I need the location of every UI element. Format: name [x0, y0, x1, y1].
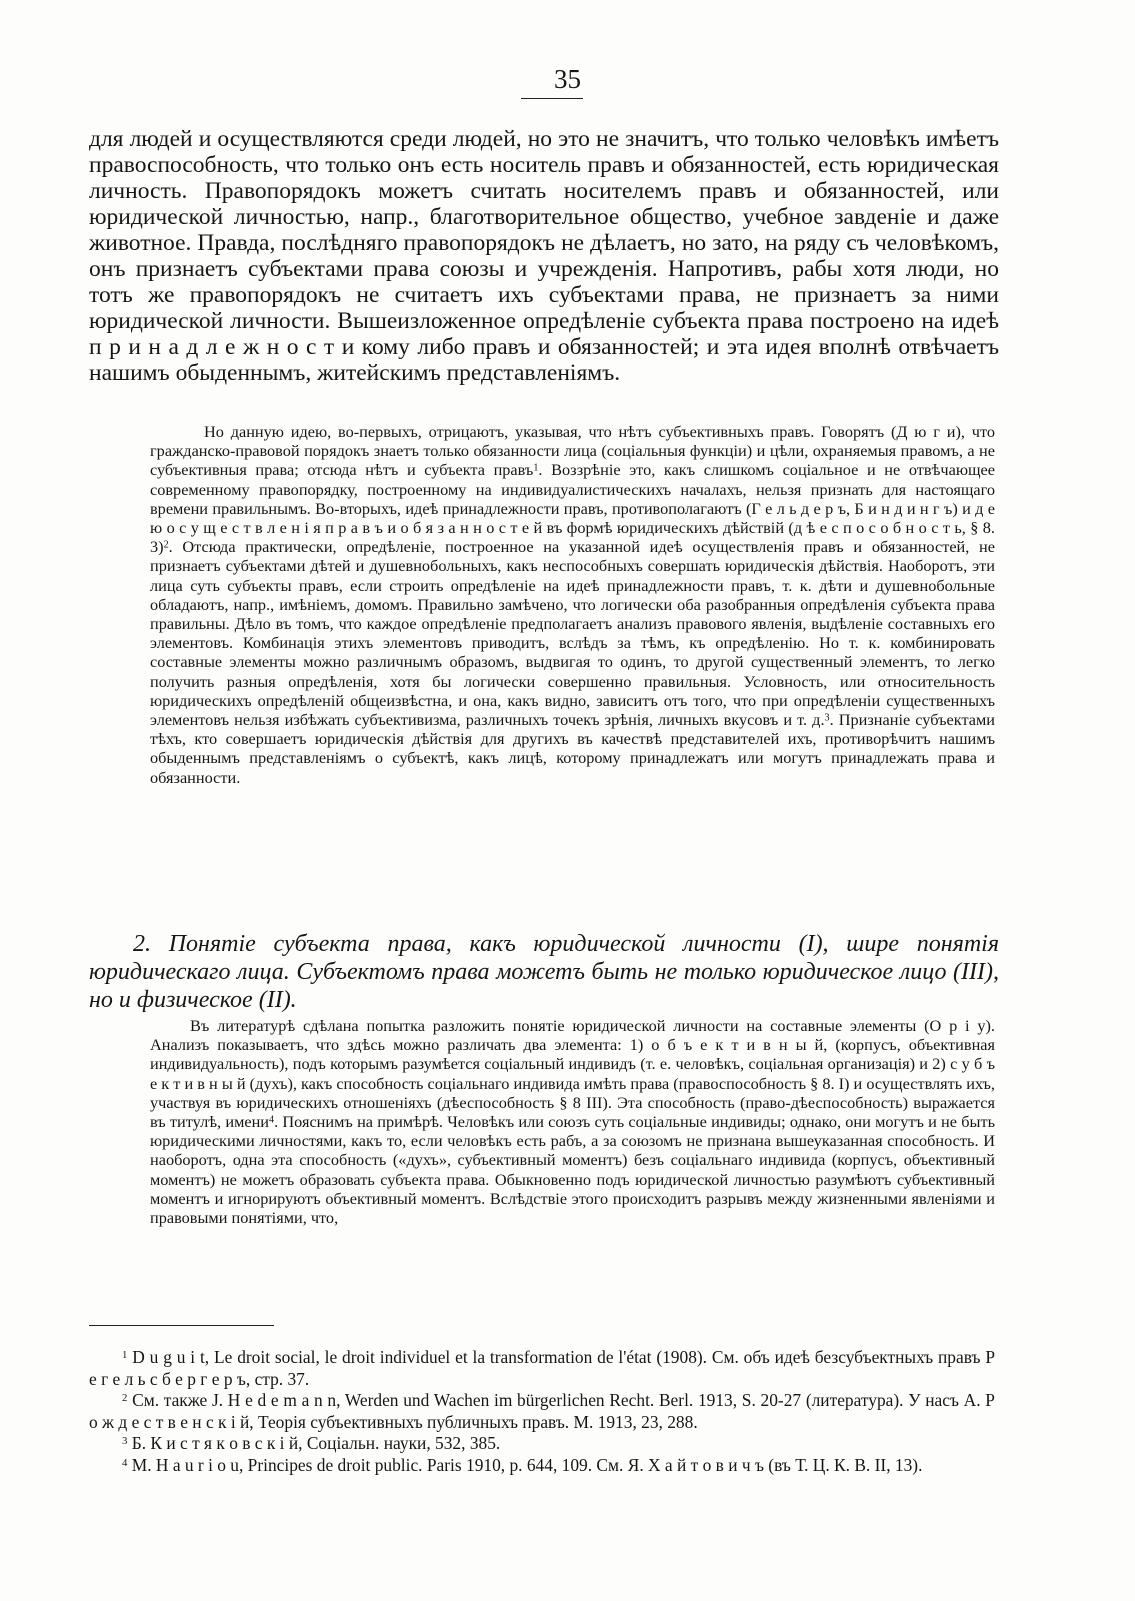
footnote-ref-4: 4 — [269, 1114, 275, 1126]
small-paragraph-1-text-c: . Отсюда практически, опредѣленіе, построенное на указанной идеѣ осуществленія правъ и обязанностей, не признаетъ субъектами дѣтей и душевнобольныхъ, какъ неспособныхъ совершать юридическія дѣйствія. Наоборотъ, эти лица суть субъекты правъ, если строить опредѣленіе на идеѣ принадлежности правъ, т. к. дѣти и душевнобольные обладаютъ, напр., имѣніемъ, домомъ. Правильно замѣчено, что логически оба разобранныя опредѣленія субъекта права правильны. Дѣло въ томъ, что каждое опредѣленіе предполагаетъ анализъ правового явленія, выдѣленіе составныхъ его элементовъ. Комбинація этихъ элементовъ приводитъ, вслѣдъ за тѣмъ, къ опредѣленію. Но т. к. комбинировать составные элементы можно различнымъ образомъ, выдвигая то одинъ, то другой существенный элементъ, то легко получить разныя опредѣленія, хотя бы логически совершенно правильныя. Условность, или относительность юридическихъ опредѣленій общеизвѣстна, и она, какъ видно, зависитъ отъ того, что при опредѣленіи существенныхъ элементовъ нельзя избѣжать субъективизма, различныхъ точекъ зрѣнія, личныхъ вкусовъ и т. д. — [150, 537, 995, 730]
small-paragraph-1 — [150, 422, 995, 787]
footnote-separator — [89, 1325, 274, 1326]
small-paragraph-1-text-b: . Воззрѣніе это, какъ слишкомъ соціальное и не отвѣчающее современному правопорядку, построенному на индивидуалистическихъ началахъ, нельзя признать для настоящаго времени правильнымъ. Во-вторыхъ, идеѣ принадлежности правъ, противополагаютъ (Г е л ь д е р ъ, Б и н д и н г ъ) и д е ю о с у щ е с т в л е н і я п р а в ъ и о б я з а н н о с т е й въ формѣ юридическихъ дѣйствій (д ѣ е с п о с о б н о с т ь, § 8. 3) — [150, 460, 995, 557]
footnote-ref-1: 1 — [533, 462, 539, 474]
footnote-text: Б. К и с т я к о в с к і й, Соціальн. науки, 532, 385. — [131, 1433, 501, 1454]
footnote-text: М. H a u r i o u, Principes de droit public. Paris 1910, p. 644, 109. См. Я. Х а й т о в и ч ъ (въ Т. Ц. К. В. II, 13). — [131, 1454, 923, 1475]
footnote-2 — [89, 1390, 995, 1433]
small-paragraph-2 — [150, 1016, 995, 1227]
footnote-mark: 1 — [122, 1349, 128, 1362]
footnote-mark: 2 — [122, 1392, 128, 1405]
page-number-rule — [521, 98, 583, 99]
footnote-1 — [89, 1347, 995, 1390]
small-paragraph-2-text-b: . Пояснимъ на примѣрѣ. Человѣкъ или союзъ суть соціальные индивиды; однако, они могутъ и не быть юридическими личностями, какъ то, если человѣкъ есть рабъ, а за союзомъ не признана вышеуказанная способность. И наоборотъ, одна эта способность («духъ», субъективный моментъ) безъ соціальнаго индивида (корпусъ, объективный моментъ) не можетъ образовать субъекта права. Обыкновенно подъ юридической личностью разумѣютъ субъективный моментъ и игнорируютъ объективный моментъ. Вслѣдствіе этого происходитъ разрывъ между жизненными явленіями и правовыми понятіями, что, — [150, 1112, 995, 1228]
footnote-mark: 4 — [122, 1457, 128, 1470]
main-paragraph: для людей и осуществляются среди людей, но это не значитъ, что только человѣкъ имѣетъ правоспособность, что только онъ есть носитель правъ и обязанностей, есть юридическая личность. Правопорядокъ можетъ считать носителемъ правъ и обязанностей, или юридической личностью, напр., благотворительное общество, учебное завденіе и даже животное. Правда, послѣдняго правопорядокъ не дѣлаетъ, но зато, на ряду съ человѣкомъ, онъ признаетъ субъектами права союзы и учрежденія. Напротивъ, рабы хотя люди, но тотъ же правопорядокъ не считаетъ ихъ субъектами права, не признаетъ за ними юридической личности. Вышеизложенное опредѣленіе субъекта права построено на идеѣ п р и н а д л е ж н о с т и кому либо правъ и обязанностей; и эта идея вполнѣ отвѣчаетъ нашимъ обыденнымъ, житейскимъ представленіямъ. — [89, 126, 999, 386]
footnote-text: См. также J. H e d e m a n n, Werden und Wachen im bürgerlichen Recht. Berl. 1913, S. 20-27 (литература). У насъ А. Р о ж д е с т в е н с к і й, Теорія субъективныхъ публичныхъ правъ. М. 1913, 23, 288. — [89, 1390, 995, 1432]
small-paragraph-2-text-a: Въ литературѣ сдѣлана попытка разложить понятіе юридической личности на составные элементы (О р і у). Анализъ показываетъ, что здѣсь можно различать два элемента: 1) о б ъ е к т и в н ы й, (корпусъ, объективная индивидуальность), подъ которымъ разумѣется соціальный индивидъ (т. е. человѣкъ, соціальная организація) и 2) с у б ъ е к т и в н ы й (духъ), какъ способность соціальнаго индивида имѣть права (правоспособность § 8. I) и осуществлять ихъ, участвуя въ юридическихъ отношеніяхъ (дѣеспособность § 8 III). Эта способность (право-дѣеспособность) выражается въ титулѣ, имени — [150, 1016, 995, 1132]
footnote-4 — [89, 1455, 995, 1477]
section-heading: 2. Понятіе субъекта права, какъ юридической личности (I), шире понятія юридическаго лица. Субъектомъ права можетъ быть не только юридическое лицо (III), но и физическое (II). — [89, 931, 999, 1013]
footnote-ref-3: 3 — [824, 712, 830, 724]
page-number: 35 — [554, 64, 581, 94]
small-paragraph-1-text-d: . Признаніе субъектами тѣхъ, кто совершаетъ юридическія дѣйствія для другихъ въ качествѣ представителей ихъ, противорѣчитъ нашимъ обыденнымъ представленіямъ о субъектѣ, какъ лицѣ, которому принадлежатъ или могутъ принадлежать права и обязанности. — [150, 710, 995, 787]
footnote-3 — [89, 1433, 995, 1455]
footnotes — [89, 1347, 995, 1477]
small-paragraph-1-text-a: Но данную идею, во-первыхъ, отрицаютъ, указывая, что нѣтъ субъективныхъ правъ. Говорятъ (Д ю г и), что гражданско-правовой порядокъ знаетъ только обязанности лица (соціальныя функціи) и цѣли, охраняемыя правомъ, а не субъективныя права; отсюда нѣтъ и субъекта правъ — [150, 422, 995, 480]
footnote-text: D u g u i t, Le droit social, le droit individuel et la transformation de l'état (1908). См. объ идеѣ безсубъектныхъ правъ Р е г е л ь с б е р г е р ъ, стр. 37. — [89, 1347, 995, 1389]
footnote-ref-2: 2 — [163, 539, 169, 551]
footnote-mark: 3 — [122, 1435, 128, 1448]
